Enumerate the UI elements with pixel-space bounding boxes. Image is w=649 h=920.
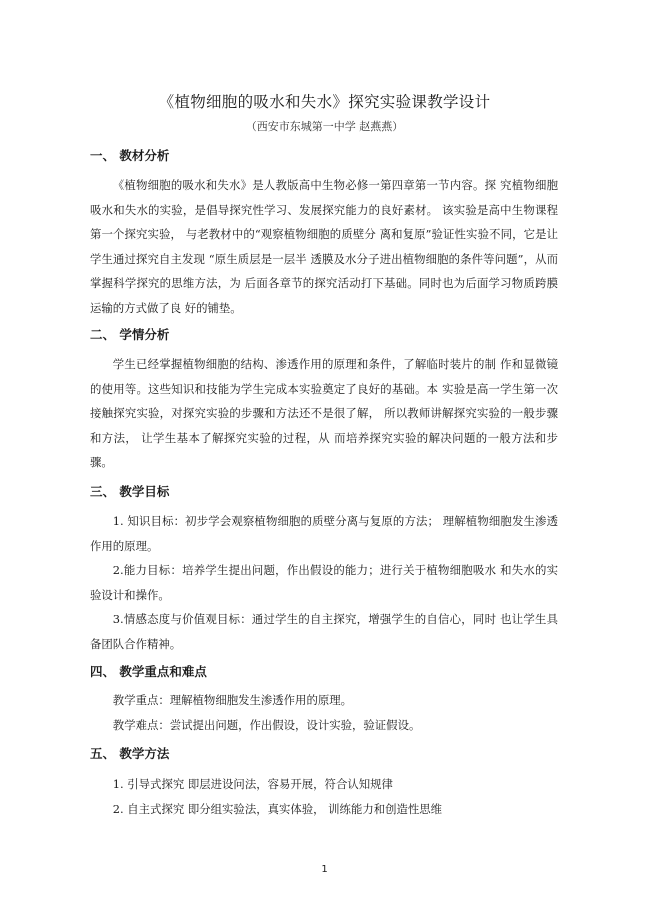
difficult-point: 教学难点：尝试提出问题，作出假设，设计实验，验证假设。 [112, 718, 421, 732]
section-heading-student-analysis: 二、 学情分析 [90, 327, 170, 342]
section-heading-key-points: 四、 教学重点和难点 [90, 664, 207, 679]
section-paragraph-student-analysis: 学生已经掌握植物细胞的结构、渗透作用的原理和条件，了解临时装片的制 作和显微镜的使用等。这些知识和技能为学生完成本实验奠定了良好的基础。本 实验是高一学生第一次接触探究实验，对探究实验的步骤和方法还不是很了解， 所以教师讲解探究实验的一般步骤和方法， 让学生基本了解探究实验的过程，从 而培养探究实验的解决问题的一般方法和步骤。 [90, 357, 558, 469]
section-heading-teaching-methods: 五、 教学方法 [90, 746, 170, 761]
goal-knowledge: 1. 知识目标：初步学会观察植物细胞的质壁分离与复原的方法； 理解植物细胞发生渗透作用的原理。 [90, 514, 558, 553]
section-heading-textbook-analysis: 一、 教材分析 [90, 148, 170, 163]
method-independent-inquiry: 2. 自主式探究 即分组实验法，真实体验， 训练能力和创造性思维 [112, 802, 443, 816]
key-point: 教学重点：理解植物细胞发生渗透作用的原理。 [112, 693, 353, 707]
goal-ability: 2.能力目标：培养学生提出问题，作出假设的能力；进行关于植物细胞吸水 和失水的实验设计和操作。 [90, 563, 558, 602]
document-title: 《植物细胞的吸水和失水》探究实验课教学设计 [158, 93, 491, 111]
goal-attitude: 3.情感态度与价值观目标：通过学生的自主探究，增强学生的自信心，同时 也让学生具备团队合作精神。 [90, 612, 558, 651]
author-byline: （西安市东城第一中学 赵燕燕） [245, 120, 404, 133]
section-paragraph-textbook-analysis: 《植物细胞的吸水和失水》是人教版高中生物必修一第四章第一节内容。探 究植物细胞吸水和失水的实验，是倡导探究性学习、发展探究能力的良好素材。 该实验是高中生物课程第一个探究实验， 与老教材中的“观察植物细胞的质壁分 离和复原”验证性实验不同，它是让学生通过探究自主发现 “原生质层是一层半 透膜及水分子进出植物细胞的条件等问题”，从而掌握科学探究的思维方法，为 后面各章节的探究活动打下基础。同时也为后面学习物质跨膜运输的方式做了良 好的铺垫。 [90, 178, 558, 315]
method-guided-inquiry: 1. 引导式探究 即层进设问法，容易开展，符合认知规律 [112, 777, 393, 791]
page-number: 1 [321, 864, 328, 875]
section-heading-teaching-goals: 三、 教学目标 [90, 484, 170, 499]
